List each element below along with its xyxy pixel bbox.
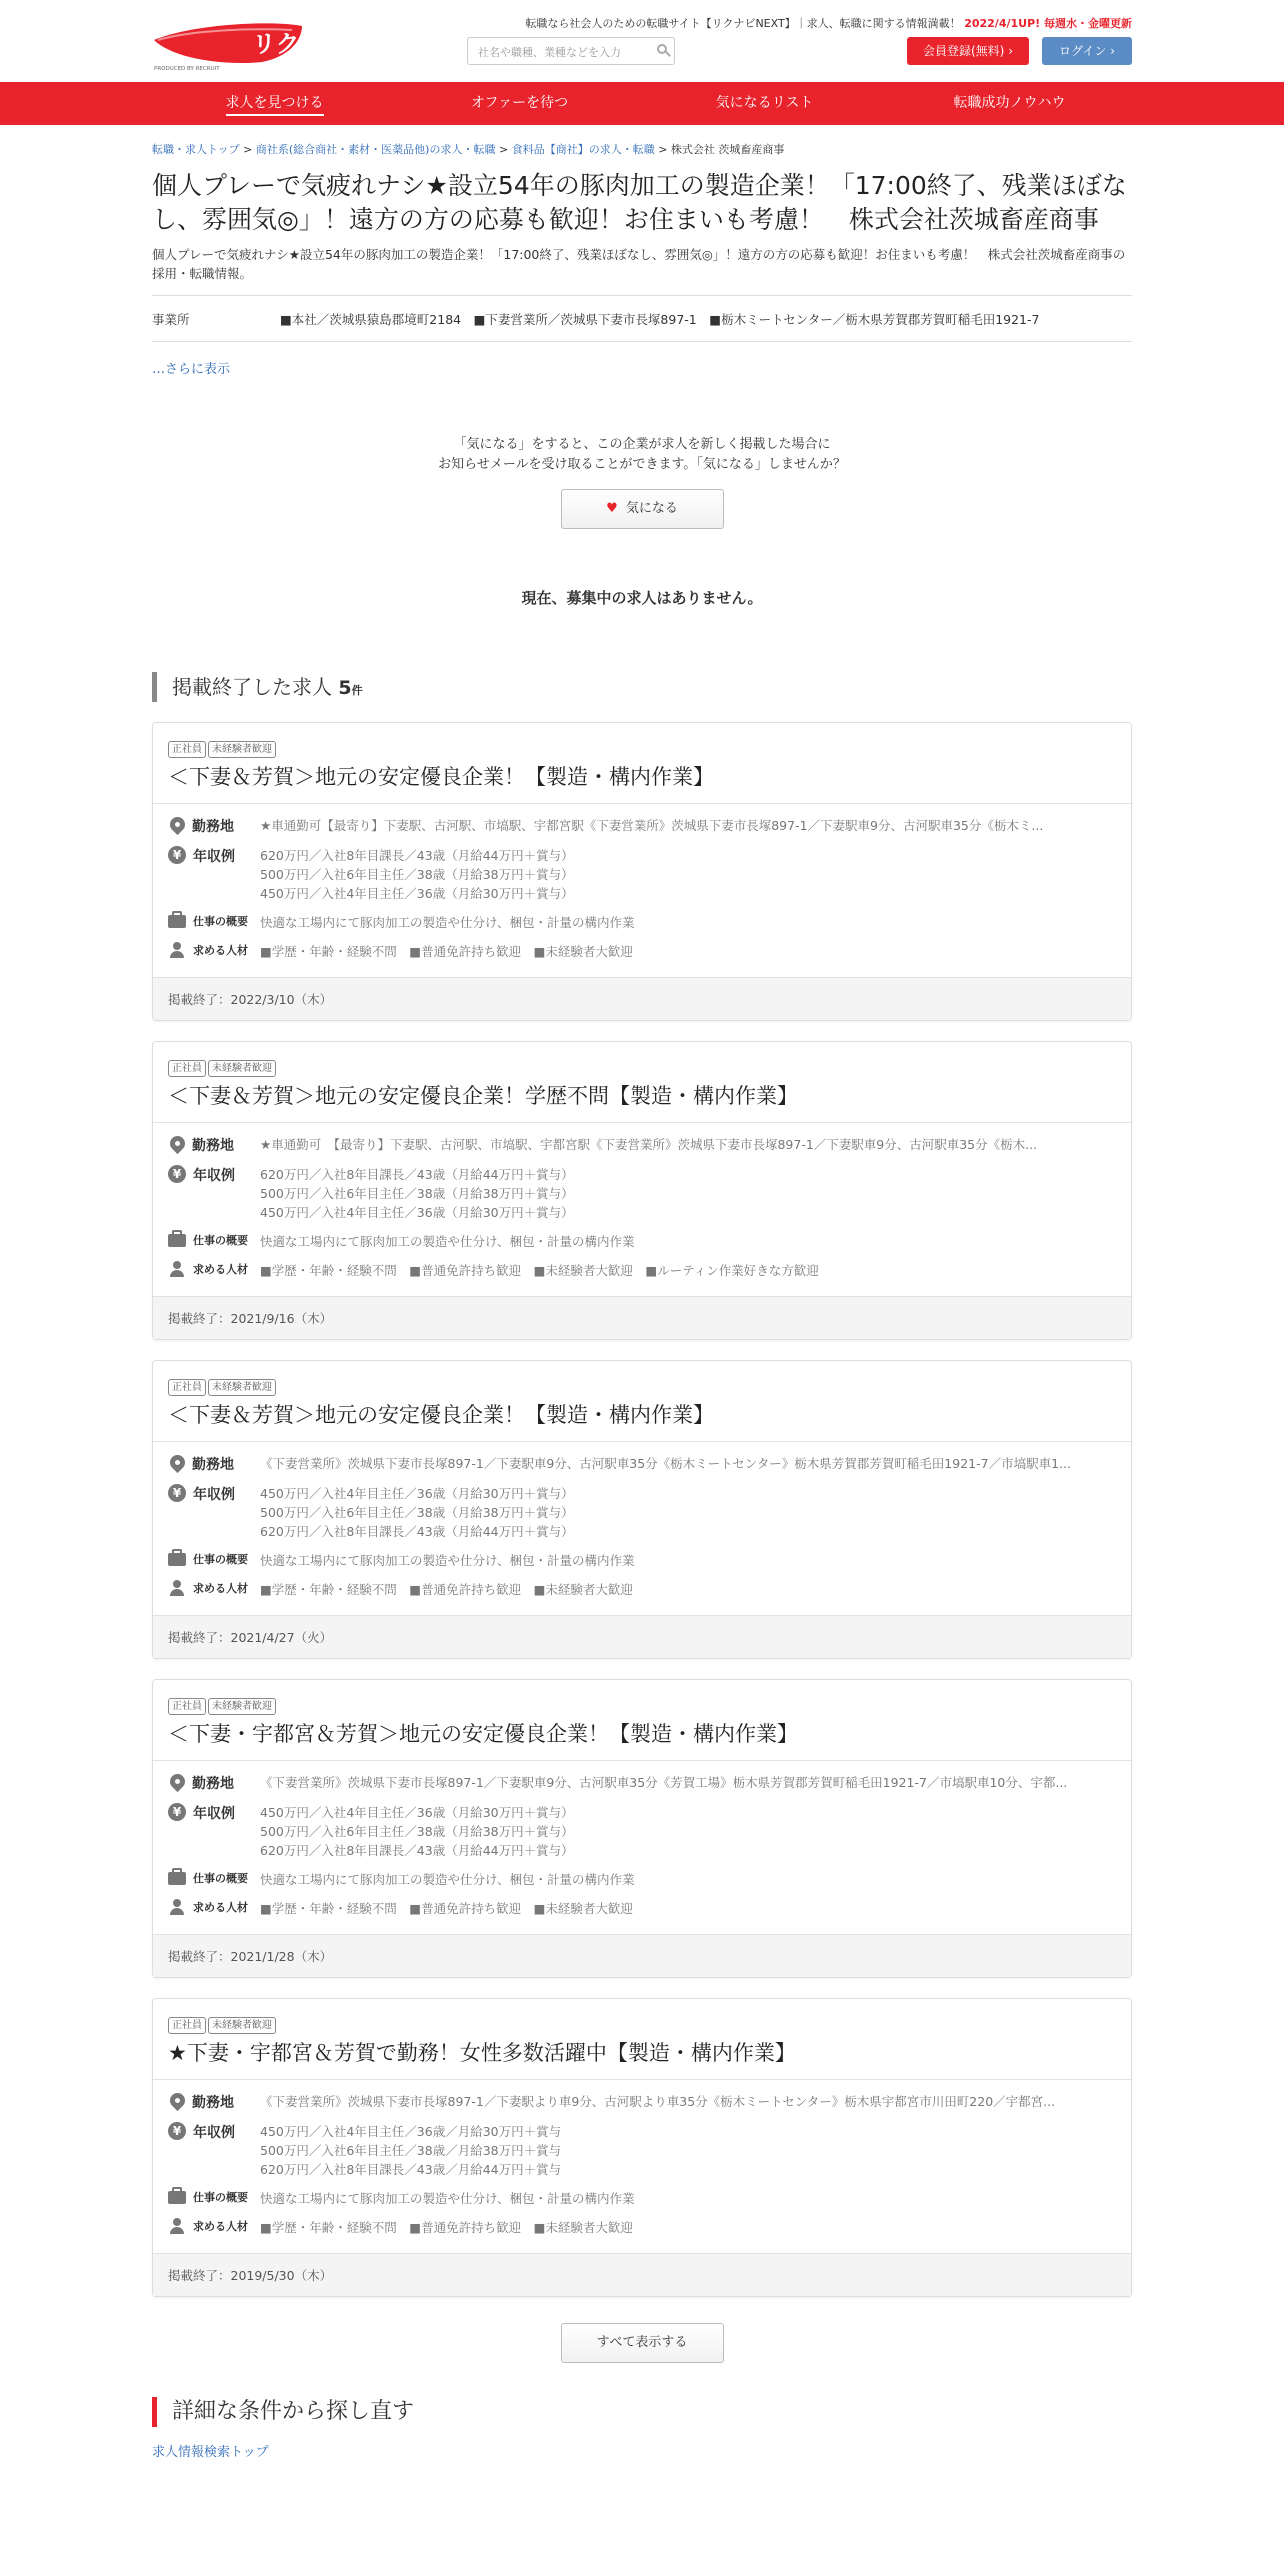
job-card[interactable] <box>152 1360 1132 1659</box>
site-header <box>152 0 1132 82</box>
tagline-update: 2022/4/1UP! 毎週水・金曜更新 <box>964 17 1132 30</box>
job-tags <box>168 1375 1116 1396</box>
salary-example: 450万円／入社4年目主任／36歳（月給30万円＋賞与） <box>260 1486 574 1501</box>
map-pin-icon <box>167 2090 188 2111</box>
seeking-value: ■学歴・年齢・経験不問 ■普通免許持ち歓迎 ■未経験者大歓迎 <box>260 944 633 959</box>
salary-label: 年収例 <box>193 849 235 865</box>
favorite-button-label: 気になる <box>625 501 678 516</box>
work-label-wrap <box>168 1232 260 1251</box>
seeking-label-wrap <box>168 1261 260 1280</box>
briefcase-icon <box>168 2191 186 2204</box>
salary-row <box>168 1165 1116 1222</box>
location-row <box>168 816 1116 836</box>
seeking-label: 求める人材 <box>193 1901 248 1914</box>
salary-example: 620万円／入社8年目課長／43歳（月給44万円＋賞与） <box>260 848 574 863</box>
work-value: 快適な工場内にて豚肉加工の製造や仕分け、梱包・計量の構内作業 <box>260 915 635 930</box>
inexperienced-tag: 未経験者歓迎 <box>208 1379 276 1396</box>
seeking-value: ■学歴・年齢・経験不問 ■普通免許持ち歓迎 ■未経験者大歓迎 <box>260 2220 633 2235</box>
nav-find-jobs[interactable] <box>152 82 397 125</box>
job-card-header <box>153 1361 1131 1442</box>
salary-value <box>260 1165 1116 1222</box>
job-card[interactable] <box>152 1998 1132 2297</box>
yen-icon: ¥ <box>168 846 186 864</box>
location-label-wrap <box>168 1773 260 1793</box>
job-card-header <box>153 1680 1131 1761</box>
job-details <box>153 1442 1131 1615</box>
favorite-button[interactable] <box>561 489 724 529</box>
header-tagline <box>525 15 1132 31</box>
breadcrumb-top[interactable]: 転職・求人トップ <box>152 143 240 156</box>
breadcrumb-trading[interactable]: 商社系(総合商社・素材・医薬品他)の求人・転職 <box>255 143 496 156</box>
ended-jobs-count: 5 <box>338 677 352 699</box>
location-label: 勤務地 <box>192 1457 234 1473</box>
seeking-label: 求める人材 <box>193 1263 248 1276</box>
person-icon <box>168 1899 186 1917</box>
salary-row <box>168 2122 1116 2179</box>
nav-label: オファーを待つ <box>470 95 569 111</box>
location-label: 勤務地 <box>192 819 234 835</box>
ended-date: 掲載終了：2021/4/27（火） <box>153 1615 1131 1658</box>
job-title[interactable]: ＜下妻・宇都宮＆芳賀＞地元の安定優良企業！【製造・構内作業】 <box>168 1722 798 1746</box>
salary-example: 450万円／入社4年目主任／36歳／月給30万円＋賞与 <box>260 2124 562 2139</box>
seeking-value: ■学歴・年齢・経験不問 ■普通免許持ち歓迎 ■未経験者大歓迎 <box>260 1582 633 1597</box>
salary-example: 500万円／入社6年目主任／38歳（月給38万円＋賞与） <box>260 867 574 882</box>
ended-date: 掲載終了：2021/9/16（木） <box>153 1296 1131 1339</box>
salary-label: 年収例 <box>193 2125 235 2141</box>
location-label: 勤務地 <box>192 1138 234 1154</box>
register-button[interactable]: 会員登録(無料) › <box>907 37 1029 65</box>
map-pin-icon <box>167 1133 188 1154</box>
office-label: 事業所 <box>152 311 190 327</box>
salary-label-wrap <box>168 1484 260 1541</box>
work-label: 仕事の概要 <box>193 1234 248 1247</box>
job-tags <box>168 1056 1116 1077</box>
seeking-label-wrap <box>168 1580 260 1599</box>
job-card[interactable] <box>152 722 1132 1021</box>
job-details <box>153 1761 1131 1934</box>
job-details <box>153 2080 1131 2253</box>
work-value: 快適な工場内にて豚肉加工の製造や仕分け、梱包・計量の構内作業 <box>260 1234 635 1249</box>
inexperienced-tag: 未経験者歓迎 <box>208 2017 276 2034</box>
job-tags <box>168 737 1116 758</box>
location-label-wrap <box>168 1454 260 1474</box>
search-input[interactable] <box>467 37 675 65</box>
work-value: 快適な工場内にて豚肉加工の製造や仕分け、梱包・計量の構内作業 <box>260 2191 635 2206</box>
page-subtitle: 個人プレーで気疲れナシ★設立54年の豚肉加工の製造企業！「17:00終了、残業ほぼなし、雰囲気◎」！遠方の方の応募も歓迎！お住まいも考慮！ 株式会社茨城畜産商事の採用・転職情報。 <box>152 247 1126 281</box>
location-value: ★車通勤可【最寄り】下妻駅、古河駅、市塙駅、宇都宮駅《下妻営業所》茨城県下妻市長塚897-1／下妻駅車9分、古河駅車35分《栃木ミ... <box>260 818 1044 833</box>
work-value: 快適な工場内にて豚肉加工の製造や仕分け、梱包・計量の構内作業 <box>260 1872 635 1887</box>
favorite-message-line: 「気になる」をすると、この企業が求人を新しく掲載した場合に <box>453 437 831 452</box>
salary-example: 500万円／入社6年目主任／38歳（月給38万円＋賞与） <box>260 1824 574 1839</box>
seeking-label: 求める人材 <box>193 2220 248 2233</box>
salary-example: 500万円／入社6年目主任／38歳（月給38万円＋賞与） <box>260 1186 574 1201</box>
seeking-row <box>168 2218 1116 2237</box>
no-jobs-message: 現在、募集中の求人はありません。 <box>521 589 763 607</box>
seeking-value: ■学歴・年齢・経験不問 ■普通免許持ち歓迎 ■未経験者大歓迎 ■ルーティン作業好きな方歓迎 <box>260 1263 819 1278</box>
person-icon <box>168 1261 186 1279</box>
map-pin-icon <box>167 1771 188 1792</box>
login-label: ログイン <box>1058 44 1107 58</box>
yen-icon: ¥ <box>168 2122 186 2140</box>
location-label: 勤務地 <box>192 2095 234 2111</box>
work-label: 仕事の概要 <box>193 1872 248 1885</box>
job-card-header <box>153 723 1131 804</box>
person-icon <box>168 1580 186 1598</box>
salary-value <box>260 1803 1116 1860</box>
yen-icon: ¥ <box>168 1165 186 1183</box>
location-value: 《下妻営業所》茨城県下妻市長塚897-1／下妻駅より車9分、古河駅より車35分《栃木ミートセンター》栃木県宇都宮市川田町220／宇都宮... <box>260 2094 1056 2109</box>
salary-label: 年収例 <box>193 1168 235 1184</box>
work-label-wrap <box>168 1870 260 1889</box>
work-label-wrap <box>168 2189 260 2208</box>
briefcase-icon <box>168 1553 186 1566</box>
salary-row <box>168 1803 1116 1860</box>
show-more-link[interactable]: …さらに表示 <box>152 362 231 377</box>
breadcrumb-current: 株式会社 茨城畜産商事 <box>670 143 785 156</box>
yen-icon: ¥ <box>168 1803 186 1821</box>
location-value: 《下妻営業所》茨城県下妻市長塚897-1／下妻駅車9分、古河駅車35分《栃木ミートセンター》栃木県芳賀郡芳賀町稲毛田1921-7／市塙駅車1... <box>260 1456 1071 1471</box>
seeking-row <box>168 1261 1116 1280</box>
nav-label: 気になるリスト <box>715 95 814 111</box>
job-card[interactable] <box>152 1041 1132 1340</box>
seeking-row <box>168 942 1116 961</box>
work-label-wrap <box>168 913 260 932</box>
location-label-wrap <box>168 816 260 836</box>
location-row <box>168 1135 1116 1155</box>
seeking-label-wrap <box>168 942 260 961</box>
page-title: 個人プレーで気疲れナシ★設立54年の豚肉加工の製造企業！「17:00終了、残業ほぼなし、雰囲気◎」！遠方の方の応募も歓迎！お住まいも考慮！ 株式会社茨城畜産商事 <box>152 171 1127 234</box>
heart-icon: ♥ <box>606 501 618 516</box>
favorite-message-line: お知らせメールを受け取ることができます。「気になる」しませんか？ <box>438 457 846 472</box>
person-icon <box>168 2218 186 2236</box>
job-tags <box>168 2013 1116 2034</box>
salary-example: 500万円／入社6年目主任／38歳／月給38万円＋賞与 <box>260 2143 562 2158</box>
salary-label-wrap <box>168 2122 260 2179</box>
seeking-label: 求める人材 <box>193 944 248 957</box>
global-nav <box>0 82 1284 125</box>
search-icon[interactable] <box>657 44 667 54</box>
seeking-label-wrap <box>168 1899 260 1918</box>
work-value: 快適な工場内にて豚肉加工の製造や仕分け、梱包・計量の構内作業 <box>260 1553 635 1568</box>
seeking-label-wrap <box>168 2218 260 2237</box>
favorite-message <box>152 435 1132 475</box>
salary-label-wrap <box>168 1165 260 1222</box>
work-label: 仕事の概要 <box>193 1553 248 1566</box>
salary-example: 450万円／入社4年目主任／36歳（月給30万円＋賞与） <box>260 886 574 901</box>
salary-value <box>260 2122 1116 2179</box>
salary-label: 年収例 <box>193 1806 235 1822</box>
location-label-wrap <box>168 2092 260 2112</box>
map-pin-icon <box>167 814 188 835</box>
job-title[interactable]: ＜下妻＆芳賀＞地元の安定優良企業！【製造・構内作業】 <box>168 1403 714 1427</box>
job-details <box>153 804 1131 977</box>
refine-heading: 詳細な条件から探し直す <box>152 2397 1132 2427</box>
login-button[interactable]: ログイン › <box>1042 37 1132 65</box>
tagline-text: 転職なら社会人のための転職サイト【リクナビNEXT】｜求人、転職に関する情報満載！ <box>525 17 961 30</box>
briefcase-icon <box>168 1234 186 1247</box>
breadcrumb-food[interactable]: 食料品【商社】の求人・転職 <box>511 143 655 156</box>
salary-value <box>260 1484 1116 1541</box>
employment-tag: 正社員 <box>168 1060 206 1077</box>
logo-text: リクナビNEXT <box>252 30 419 58</box>
search-top-link[interactable]: 求人情報検索トップ <box>152 2445 269 2460</box>
location-row <box>168 1773 1116 1793</box>
ended-date: 掲載終了：2019/5/30（木） <box>153 2253 1131 2296</box>
work-label: 仕事の概要 <box>193 915 248 928</box>
job-tags <box>168 1694 1116 1715</box>
salary-example: 620万円／入社8年目課長／43歳／月給44万円＋賞与 <box>260 2162 562 2177</box>
briefcase-icon <box>168 1872 186 1885</box>
ended-jobs-title: 掲載終了した求人 <box>172 675 332 699</box>
inexperienced-tag: 未経験者歓迎 <box>208 741 276 758</box>
location-row <box>168 1454 1116 1474</box>
ended-jobs-heading <box>152 672 1132 702</box>
location-row <box>168 2092 1116 2112</box>
ended-jobs-unit: 件 <box>351 684 363 697</box>
salary-example: 450万円／入社4年目主任／36歳（月給30万円＋賞与） <box>260 1205 574 1220</box>
inexperienced-tag: 未経験者歓迎 <box>208 1698 276 1715</box>
salary-value <box>260 846 1116 903</box>
nav-label: 転職成功ノウハウ <box>953 95 1066 111</box>
job-card-header <box>153 1999 1131 2080</box>
yen-icon: ¥ <box>168 1484 186 1502</box>
salary-example: 620万円／入社8年目課長／43歳（月給44万円＋賞与） <box>260 1843 574 1858</box>
location-value: 《下妻営業所》茨城県下妻市長塚897-1／下妻駅車9分、古河駅車35分《芳賀工場》栃木県芳賀郡芳賀町稲毛田1921-7／市塙駅車10分、宇都... <box>260 1775 1068 1790</box>
salary-row <box>168 846 1116 903</box>
inexperienced-tag: 未経験者歓迎 <box>208 1060 276 1077</box>
location-value: ★車通勤可 【最寄り】下妻駅、古河駅、市塙駅、宇都宮駅《下妻営業所》茨城県下妻市長塚897-1／下妻駅車9分、古河駅車35分《栃木... <box>260 1137 1038 1152</box>
register-label: 会員登録(無料) <box>923 44 1005 58</box>
salary-label-wrap <box>168 846 260 903</box>
nav-wait-offers[interactable] <box>397 82 642 125</box>
work-row <box>168 1870 1116 1889</box>
nav-label: 求人を見つける <box>226 95 324 116</box>
salary-row <box>168 1484 1116 1541</box>
show-all-button[interactable]: すべて表示する <box>561 2323 724 2363</box>
salary-label-wrap <box>168 1803 260 1860</box>
map-pin-icon <box>167 1452 188 1473</box>
search-placeholder: 社名や職種、業種などを入力 <box>478 46 621 59</box>
location-label-wrap <box>168 1135 260 1155</box>
nav-favorites[interactable] <box>642 82 887 125</box>
logo-sub: PRODUCED BY RECRUIT <box>154 66 220 72</box>
office-row <box>152 295 1132 342</box>
job-list <box>152 722 1132 2297</box>
location-label: 勤務地 <box>192 1776 234 1792</box>
work-label-wrap <box>168 1551 260 1570</box>
seeking-value: ■学歴・年齢・経験不問 ■普通免許持ち歓迎 ■未経験者大歓迎 <box>260 1901 633 1916</box>
job-title[interactable]: ★下妻・宇都宮＆芳賀で勤務！女性多数活躍中【製造・構内作業】 <box>168 2041 796 2065</box>
work-label: 仕事の概要 <box>193 2191 248 2204</box>
nav-knowhow[interactable] <box>887 82 1132 125</box>
job-card[interactable] <box>152 1679 1132 1978</box>
person-icon <box>168 942 186 960</box>
employment-tag: 正社員 <box>168 2017 206 2034</box>
work-row <box>168 1232 1116 1251</box>
ended-date: 掲載終了：2021/1/28（木） <box>153 1934 1131 1977</box>
salary-label: 年収例 <box>193 1487 235 1503</box>
employment-tag: 正社員 <box>168 1698 206 1715</box>
job-card-header <box>153 1042 1131 1123</box>
work-row <box>168 913 1116 932</box>
salary-example: 500万円／入社6年目主任／38歳（月給38万円＋賞与） <box>260 1505 574 1520</box>
job-title[interactable]: ＜下妻＆芳賀＞地元の安定優良企業！学歴不問【製造・構内作業】 <box>168 1084 798 1108</box>
office-value: ■本社／茨城県猿島郡境町2184 ■下妻営業所／茨城県下妻市長塚897-1 ■栃木ミートセンター／栃木県芳賀郡芳賀町稲毛田1921-7 <box>280 311 1040 327</box>
ended-date: 掲載終了：2022/3/10（木） <box>153 977 1131 1020</box>
briefcase-icon <box>168 915 186 928</box>
seeking-row <box>168 1580 1116 1599</box>
seeking-label: 求める人材 <box>193 1582 248 1595</box>
rikunabi-next-logo[interactable] <box>152 18 419 72</box>
job-details <box>153 1123 1131 1296</box>
salary-example: 620万円／入社8年目課長／43歳（月給44万円＋賞与） <box>260 1167 574 1182</box>
job-title[interactable]: ＜下妻＆芳賀＞地元の安定優良企業！【製造・構内作業】 <box>168 765 714 789</box>
breadcrumb: 転職・求人トップ > 商社系(総合商社・素材・医薬品他)の求人・転職 > 食料品【商社】の求人・転職 > 株式会社 茨城畜産商事 <box>152 143 785 156</box>
salary-example: 620万円／入社8年目課長／43歳（月給44万円＋賞与） <box>260 1524 574 1539</box>
work-row <box>168 1551 1116 1570</box>
employment-tag: 正社員 <box>168 741 206 758</box>
seeking-row <box>168 1899 1116 1918</box>
salary-example: 450万円／入社4年目主任／36歳（月給30万円＋賞与） <box>260 1805 574 1820</box>
employment-tag: 正社員 <box>168 1379 206 1396</box>
work-row <box>168 2189 1116 2208</box>
